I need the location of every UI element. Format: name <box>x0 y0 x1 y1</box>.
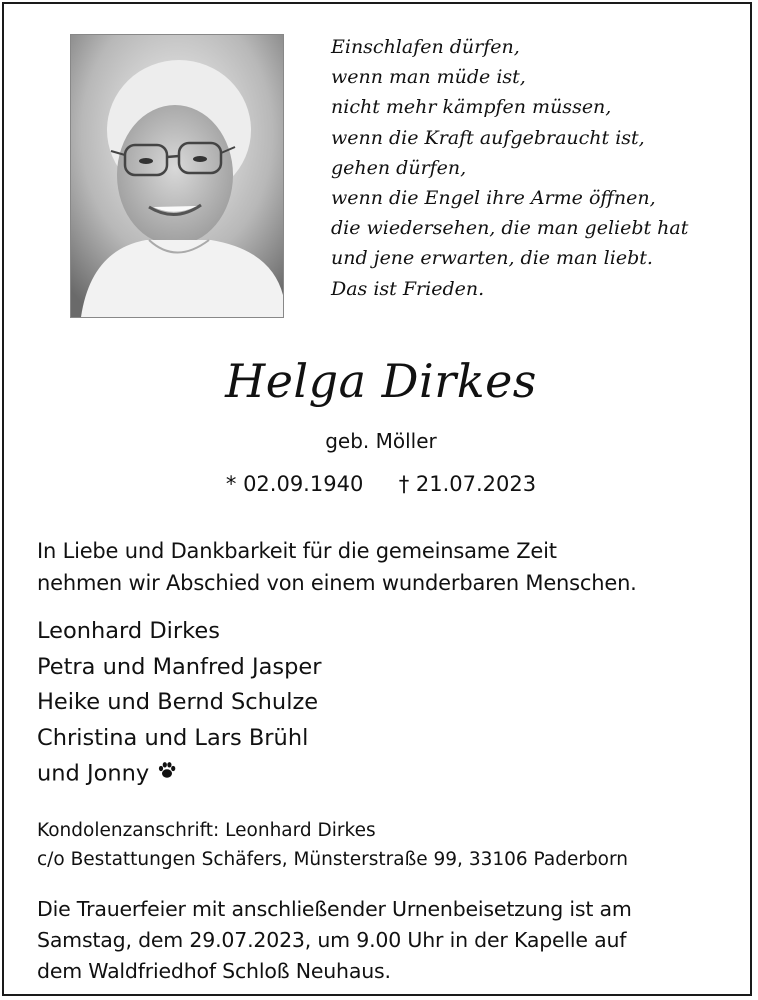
obituary-frame <box>2 2 752 996</box>
condolence-address <box>37 816 628 874</box>
paw-icon <box>157 756 177 792</box>
family-member: Heike und Bernd Schulze <box>37 689 319 715</box>
poem-line: nicht mehr kämpfen müssen, <box>331 96 612 119</box>
poem-line: Das ist Frieden. <box>331 277 485 300</box>
tribute-line: nehmen wir Abschied von einem wunderbaren Menschen. <box>37 571 637 595</box>
ceremony-line: Samstag, dem 29.07.2023, um 9.00 Uhr in der Kapelle auf <box>37 928 627 952</box>
poem-line: und jene erwarten, die man liebt. <box>331 247 653 270</box>
death-date: 21.07.2023 <box>415 472 537 496</box>
ceremony-info <box>37 894 632 987</box>
family-member-pet <box>37 756 322 792</box>
poem <box>331 32 731 304</box>
tribute-line: In Liebe und Dankbarkeit für die gemeinsame Zeit <box>37 539 557 563</box>
poem-line: die wiedersehen, die man geliebt hat <box>331 217 689 240</box>
tribute-text <box>37 535 637 599</box>
poem-line: Einschlafen dürfen, <box>331 36 520 58</box>
poem-line: wenn die Engel ihre Arme öffnen, <box>331 187 656 210</box>
address-line: Kondolenzanschrift: Leonhard Dirkes <box>37 820 376 841</box>
ceremony-line: dem Waldfriedhof Schloß Neuhaus. <box>37 959 391 983</box>
family-member-label: und Jonny <box>37 760 150 787</box>
family-member: Christina und Lars Brühl <box>37 724 309 751</box>
family-member: Leonhard Dirkes <box>37 618 220 644</box>
family-list <box>37 614 322 792</box>
deceased-name: Helga Dirkes <box>225 354 537 408</box>
poem-line: wenn die Kraft aufgebraucht ist, <box>331 126 645 149</box>
born-symbol: * <box>225 472 237 496</box>
address-line: c/o Bestattungen Schäfers, Münsterstraße 99, 33106 Paderborn <box>37 849 629 870</box>
birth-date: 02.09.1940 <box>243 472 364 496</box>
cross-icon: † <box>398 472 410 496</box>
life-dates <box>4 472 758 496</box>
birth-name: geb. Möller <box>325 429 437 453</box>
poem-line: wenn man müde ist, <box>331 66 526 89</box>
portrait-photo <box>70 34 284 318</box>
poem-line: gehen dürfen, <box>331 156 467 179</box>
ceremony-line: Die Trauerfeier mit anschließender Urnenbeisetzung ist am <box>37 897 632 921</box>
family-member: Petra und Manfred Jasper <box>37 653 322 680</box>
